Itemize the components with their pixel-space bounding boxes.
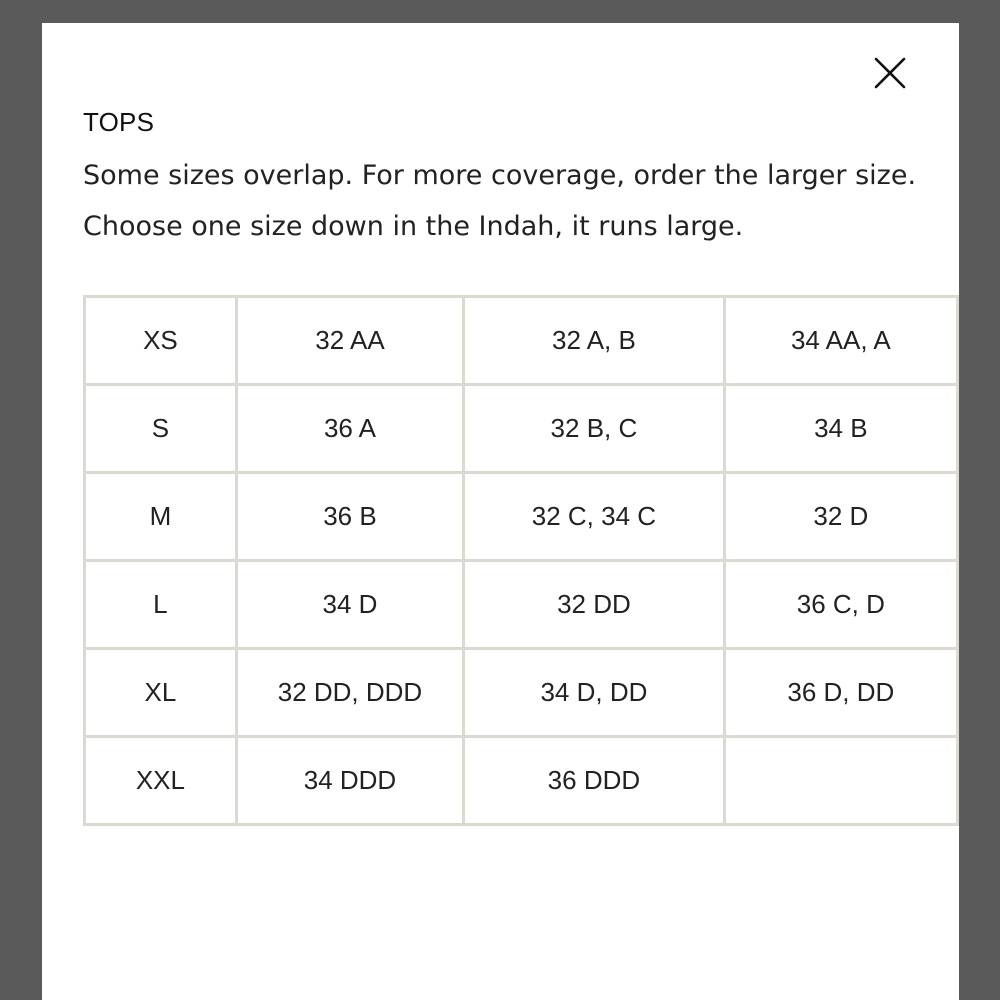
fit-cell: 36 B — [236, 473, 463, 561]
fit-cell: 32 AA — [236, 297, 463, 385]
size-table — [83, 295, 959, 826]
fit-cell: 36 DDD — [464, 737, 725, 825]
size-cell: M — [85, 473, 237, 561]
size-guide-description: Some sizes overlap. For more coverage, order the larger size. Choose one size down in the Indah, it runs large. — [83, 160, 917, 242]
size-cell: S — [85, 385, 237, 473]
section-title: TOPS — [83, 107, 155, 137]
fit-cell — [724, 737, 957, 825]
table-row — [85, 737, 958, 825]
fit-cell: 32 D — [724, 473, 957, 561]
size-cell: XL — [85, 649, 237, 737]
table-row — [85, 649, 958, 737]
close-icon — [870, 53, 910, 93]
table-row — [85, 473, 958, 561]
fit-cell: 32 DD — [464, 561, 725, 649]
fit-cell: 34 D — [236, 561, 463, 649]
close-button[interactable] — [870, 53, 910, 93]
size-cell: XXL — [85, 737, 237, 825]
size-guide-modal — [42, 23, 959, 1000]
size-cell: XS — [85, 297, 237, 385]
fit-cell: 34 D, DD — [464, 649, 725, 737]
table-row — [85, 385, 958, 473]
table-row — [85, 297, 958, 385]
fit-cell: 34 AA, A — [724, 297, 957, 385]
fit-cell: 36 C, D — [724, 561, 957, 649]
table-row — [85, 561, 958, 649]
fit-cell: 36 D, DD — [724, 649, 957, 737]
size-cell: L — [85, 561, 237, 649]
fit-cell: 36 A — [236, 385, 463, 473]
fit-cell: 32 B, C — [464, 385, 725, 473]
fit-cell: 32 C, 34 C — [464, 473, 725, 561]
fit-cell: 32 DD, DDD — [236, 649, 463, 737]
fit-cell: 32 A, B — [464, 297, 725, 385]
fit-cell: 34 DDD — [236, 737, 463, 825]
fit-cell: 34 B — [724, 385, 957, 473]
